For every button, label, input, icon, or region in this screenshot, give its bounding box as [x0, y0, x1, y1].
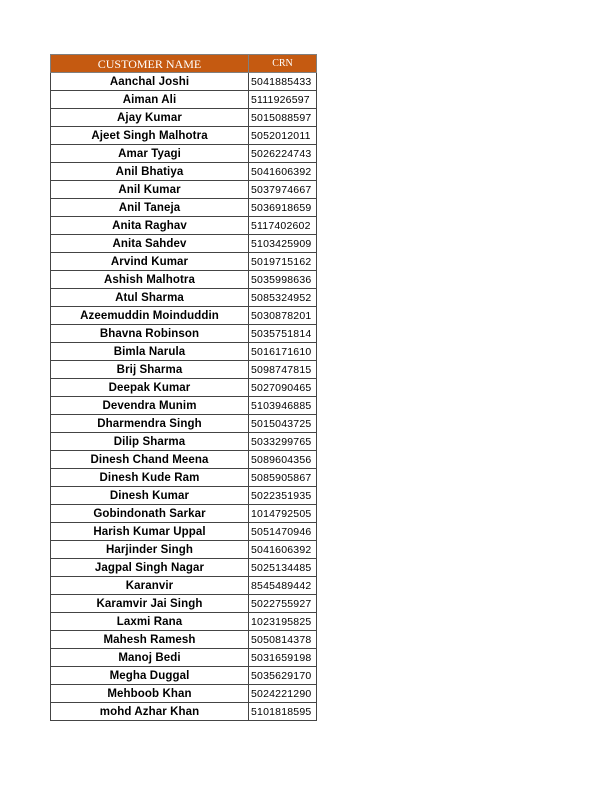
customer-name-cell: Manoj Bedi [51, 649, 249, 667]
crn-cell: 1023195825 [249, 613, 317, 631]
customer-name-cell: Aiman Ali [51, 91, 249, 109]
table-row [51, 379, 317, 397]
customer-name-cell: Anita Raghav [51, 217, 249, 235]
crn-cell: 5016171610 [249, 343, 317, 361]
crn-cell: 5041606392 [249, 163, 317, 181]
table-row [51, 469, 317, 487]
customer-name-cell: Dilip Sharma [51, 433, 249, 451]
customer-name-cell: Mahesh Ramesh [51, 631, 249, 649]
table-row [51, 145, 317, 163]
customer-name-cell: Mehboob Khan [51, 685, 249, 703]
customer-name-cell: Megha Duggal [51, 667, 249, 685]
crn-cell: 5033299765 [249, 433, 317, 451]
crn-cell: 5052012011 [249, 127, 317, 145]
customer-name-cell: Ajeet Singh Malhotra [51, 127, 249, 145]
customer-name-cell: Bhavna Robinson [51, 325, 249, 343]
customer-name-cell: Anita Sahdev [51, 235, 249, 253]
customer-name-cell: Bimla Narula [51, 343, 249, 361]
crn-cell: 5089604356 [249, 451, 317, 469]
table-row [51, 91, 317, 109]
table-row [51, 127, 317, 145]
table-row [51, 433, 317, 451]
customer-name-cell: Arvind Kumar [51, 253, 249, 271]
customer-name-cell: Devendra Munim [51, 397, 249, 415]
table-row [51, 307, 317, 325]
customer-name-cell: Atul Sharma [51, 289, 249, 307]
table-row [51, 685, 317, 703]
crn-cell: 5037974667 [249, 181, 317, 199]
table-row [51, 109, 317, 127]
customer-name-cell: Karanvir [51, 577, 249, 595]
table-row [51, 523, 317, 541]
crn-cell: 5051470946 [249, 523, 317, 541]
table-row [51, 667, 317, 685]
customer-name-cell: Amar Tyagi [51, 145, 249, 163]
customer-name-cell: mohd Azhar Khan [51, 703, 249, 721]
table-row [51, 199, 317, 217]
table-row [51, 163, 317, 181]
table-row [51, 217, 317, 235]
crn-cell: 5111926597 [249, 91, 317, 109]
customer-name-cell: Harish Kumar Uppal [51, 523, 249, 541]
customer-name-cell: Laxmi Rana [51, 613, 249, 631]
crn-cell: 5036918659 [249, 199, 317, 217]
crn-cell: 5041606392 [249, 541, 317, 559]
table-row [51, 595, 317, 613]
customer-name-cell: Harjinder Singh [51, 541, 249, 559]
crn-cell: 5085324952 [249, 289, 317, 307]
table-row [51, 397, 317, 415]
table-row [51, 487, 317, 505]
crn-cell: 5035751814 [249, 325, 317, 343]
table-row [51, 631, 317, 649]
customer-name-cell: Anil Kumar [51, 181, 249, 199]
crn-cell: 5024221290 [249, 685, 317, 703]
crn-cell: 5015088597 [249, 109, 317, 127]
crn-cell: 5085905867 [249, 469, 317, 487]
table-row [51, 451, 317, 469]
customer-name-cell: Dinesh Kude Ram [51, 469, 249, 487]
table-row [51, 253, 317, 271]
crn-cell: 5025134485 [249, 559, 317, 577]
customer-name-cell: Gobindonath Sarkar [51, 505, 249, 523]
crn-cell: 5117402602 [249, 217, 317, 235]
table-row [51, 343, 317, 361]
table-row [51, 235, 317, 253]
customer-name-cell: Ashish Malhotra [51, 271, 249, 289]
table-row [51, 415, 317, 433]
crn-cell: 5035629170 [249, 667, 317, 685]
crn-cell: 5098747815 [249, 361, 317, 379]
crn-cell: 5030878201 [249, 307, 317, 325]
crn-cell: 5101818595 [249, 703, 317, 721]
customer-name-cell: Dinesh Kumar [51, 487, 249, 505]
table-row [51, 649, 317, 667]
table-row [51, 73, 317, 91]
customer-name-cell: Dharmendra Singh [51, 415, 249, 433]
crn-cell: 1014792505 [249, 505, 317, 523]
crn-cell: 5015043725 [249, 415, 317, 433]
crn-cell: 5035998636 [249, 271, 317, 289]
crn-cell: 5103425909 [249, 235, 317, 253]
table-body [51, 73, 317, 721]
crn-cell: 5022351935 [249, 487, 317, 505]
customer-name-cell: Deepak Kumar [51, 379, 249, 397]
table-row [51, 289, 317, 307]
customer-name-cell: Aanchal Joshi [51, 73, 249, 91]
customer-name-cell: Anil Taneja [51, 199, 249, 217]
customer-name-cell: Jagpal Singh Nagar [51, 559, 249, 577]
crn-cell: 5103946885 [249, 397, 317, 415]
crn-cell: 5027090465 [249, 379, 317, 397]
customer-name-cell: Brij Sharma [51, 361, 249, 379]
table-row [51, 541, 317, 559]
table-row [51, 271, 317, 289]
customer-name-cell: Karamvir Jai Singh [51, 595, 249, 613]
customer-name-cell: Anil Bhatiya [51, 163, 249, 181]
column-header-customer-name: CUSTOMER NAME [51, 55, 249, 73]
table-row [51, 325, 317, 343]
crn-cell: 5019715162 [249, 253, 317, 271]
table-row [51, 505, 317, 523]
table-row [51, 361, 317, 379]
customer-table [50, 54, 317, 721]
table-row [51, 559, 317, 577]
customer-sheet [50, 54, 316, 721]
customer-name-cell: Azeemuddin Moinduddin [51, 307, 249, 325]
crn-cell: 5050814378 [249, 631, 317, 649]
crn-cell: 5041885433 [249, 73, 317, 91]
crn-cell: 5022755927 [249, 595, 317, 613]
customer-name-cell: Ajay Kumar [51, 109, 249, 127]
table-row [51, 613, 317, 631]
table-row [51, 703, 317, 721]
table-row [51, 181, 317, 199]
customer-name-cell: Dinesh Chand Meena [51, 451, 249, 469]
crn-cell: 8545489442 [249, 577, 317, 595]
table-header-row [51, 55, 317, 73]
crn-cell: 5026224743 [249, 145, 317, 163]
column-header-crn: CRN [249, 55, 317, 73]
table-row [51, 577, 317, 595]
crn-cell: 5031659198 [249, 649, 317, 667]
